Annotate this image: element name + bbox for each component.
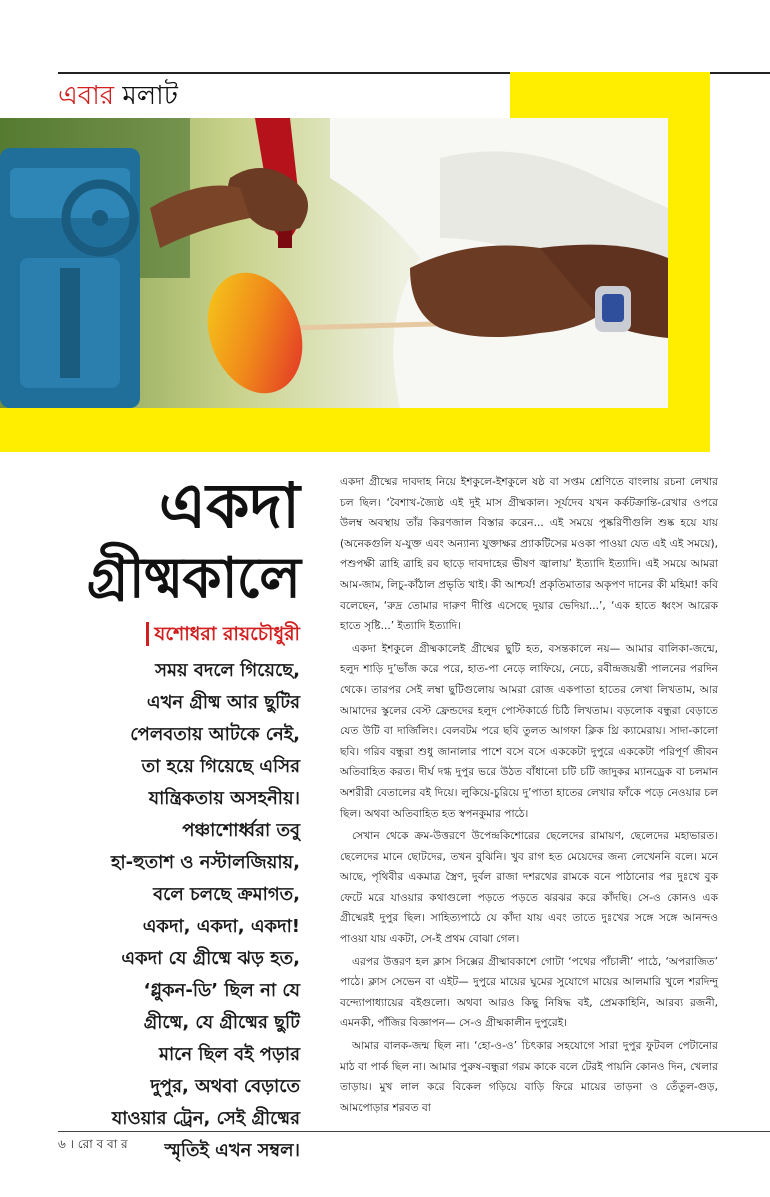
pull-quote-line: একদা যে গ্রীষ্মে ঝড় হত, <box>121 948 300 969</box>
pull-quote-line: যান্ত্রিকতায় অসহনীয়। <box>148 788 300 809</box>
folio-separator: । <box>69 1137 74 1151</box>
pull-quote-line: পঞ্চাশোর্ধ্বরা তবু <box>182 820 300 841</box>
pull-quote-line: হা-হুতাশ ও নস্টালজিয়ায়, <box>110 852 300 873</box>
pull-quote-line: মানে ছিল বই পড়ার <box>158 1044 300 1065</box>
article-author: যশোধরা রায়চৌধুরী <box>154 623 300 645</box>
author-accent-bar <box>146 622 149 646</box>
header-yellow-tab <box>510 72 710 122</box>
article-body <box>340 472 718 1120</box>
pull-quote-line: যাওয়ার ট্রেন, সেই গ্রীষ্মের <box>111 1108 300 1129</box>
page-folio <box>58 1136 128 1156</box>
section-label <box>58 80 178 112</box>
page-number: ৬ <box>58 1137 66 1151</box>
pull-quote-line: পেলবতায় আটকে নেই, <box>130 724 300 745</box>
body-paragraph: একদা ইশকুলে গ্রীষ্মকালেই গ্রীষ্মের ছুটি হত, বসন্তকালে নয়— আমার বালিকা-জন্মে, হলুদ শাড়ি দু’ভাঁজ করে পরে, হাত-পা নেড়ে লাফিয়ে, নেচে, রবীন্দ্রজয়ন্তী পালনের পরদিন থেকে। তারপর সেই লম্বা ছুটিগুলোয় আমরা রোজ একপাতা হাতের লেখা লিখতাম, আর আমাদের স্কুলের বেস্ট ফ্রেন্ডদের হলুদ পোস্টকার্ডে চিঠি লিখতাম। বড়লোক বন্ধুরা বেড়াতে যেত উটি বা দার্জিলিং। বেলবটম পরে ছবি তুলত আগফা ক্লিক থ্রি ক্যামেরায়। সাদা-কালো ছবি। গরিব বন্ধুরা শুধু জানালার পাশে বসে বসে এককেটা দুপুরে এককেটা পরিপূর্ণ জীবন অতিবাহিত করত। দীর্ঘ দগ্ধ দুপুর ভরে উঠত বাঁধানো চটি চটি জাদুকর ম্যানড্রেক বা চলমান অশরীরী বেতালের বই দিয়ে। লুকিয়ে-চুরিয়ে দু’পাতা হাতের লেখার ফাঁকে পড়ে নেওয়ার চল ছিল। অথবা অতিবাহিত হত স্বপনকুমার পাঠে। <box>340 642 718 820</box>
headline-line-1: একদা <box>158 469 300 542</box>
pull-quote <box>0 655 300 1167</box>
article-headline <box>87 470 300 614</box>
pull-quote-line: গ্রীষ্মে, যে গ্রীষ্মের ছুটি <box>143 1012 300 1033</box>
body-paragraph: আমার বালক-জন্ম ছিল না। ‘হো-ও-ও’ চিৎকার সহযোগে সারা দুপুর ফুটবল পেটানোর মাঠ বা পার্ক ছিল না। আমার পুরুষ-বন্ধুরা গরম কাকে বলে টেরই পায়নি কোনও দিন, খেলার তাড়ায়। মুখ লাল করে বিকেল গড়িয়ে বাড়ি ফিরে মায়ের তাড়না ও তেঁতুল-গুড়, আমপোড়ার শরবত বা <box>340 1040 718 1114</box>
body-paragraph: সেখান থেকে ক্রম-উত্তরণে উপেন্দ্রকিশোরের ছেলেদের রামায়ণ, ছেলেদের মহাভারত। ছেলেদের মানে ছোটদের, তখন বুঝিনি। খুব রাগ হত মেয়েদের জন্য লেখেননি বলে। মনে আছে, পৃথিবীর একমাত্র স্ত্রৈণ, দুর্বল রাজা দশরথের রামকে বনে পাঠানোর পর দুঃখে বুক ফেটে মরে যাওয়ার কথাগুলো পড়তে পড়তে ঝরঝর করে কাঁদছি। সে-ও কোনও এক গ্রীষ্মেরই দুপুর ছিল। সাহিত্যপাঠে যে কাঁদা যায় এবং তাতে দুঃখের সঙ্গে সঙ্গে আনন্দও পাওয়া যায় একটা, সে-ই প্রথম বোঝা গেল। <box>340 830 718 946</box>
magazine-name: রো ব বা র <box>77 1137 128 1151</box>
pull-quote-line: সময় বদলে গিয়েছে, <box>155 660 300 681</box>
pull-quote-line: দুপুর, অথবা বেড়াতে <box>150 1076 300 1097</box>
body-paragraph: এরপর উত্তরণ হল ক্লাস সিক্সের গ্রীষ্মাবকাশে গোটা ‘পথের পাঁচালী’ পাঠে, ‘অপরাজিত’ পাঠে। ক্লাস সেভেন বা এইট— দুপুরে মায়ের ঘুমের সুযোগে মায়ের আলমারি খুলে শরদিন্দু বন্দ্যোপাধ্যায়ের বইগুলো। অথবা আরও কিছু নিষিদ্ধ বই, প্রেমকাহিনি, আরব্য রজনী, এমনকী, পাঁজির বিজ্ঞাপন— সে-ও গ্রীষ্মকালীন দুপুরেই। <box>340 955 718 1030</box>
pull-quote-line: স্মৃতিই এখন সম্বল। <box>164 1140 300 1161</box>
pull-quote-line: ‘গ্লুকন-ডি’ ছিল না যে <box>143 980 300 1001</box>
pull-quote-line: এখন গ্রীষ্ম আর ছুটির <box>146 692 300 713</box>
pull-quote-line: বলে চলছে ক্রমাগত, <box>153 884 300 905</box>
section-label-rest: মলাট <box>122 81 178 111</box>
body-paragraph: একদা গ্রীষ্মের দাবদাহ নিয়ে ইশকুলে-ইশকুলে ষষ্ঠ বা সপ্তম শ্রেণিতে বাংলায় রচনা লেখার চল ছিল। ‘বৈশাখ-জ্যৈষ্ঠ এই দুই মাস গ্রীষ্মকাল। সূর্যদেব যখন কর্কটক্রান্তি-রেখার ওপরে উলম্ব অবস্থায় তাঁর কিরণজাল বিস্তার করেন... এই সময়ে পুষ্করিণীগুলি শুষ্ক হয়ে যায় (অনেকগুলি য-যুক্ত এবং অন্যান্য যুক্তাক্ষর প্র্যাকটিসের মওকা পাওয়া যেত এই এই সময়ে), পশুপক্ষী ত্রাহি ত্রাহি রব ছাড়ে দাবদাহের ভীষণ জ্বালায়’ ইত্যাদি ইত্যাদি। এই সময়ে আমরা আম-জাম, লিচু-কাঁঠাল প্রভৃতি খাই। কী আশ্চর্য! প্রকৃতিমাতার অকৃপণ দানের কী মহিমা! কবি বলেছেন, ‘রুদ্র তোমার দারুণ দীপ্তি এসেছে দুয়ার ভেদিয়া...’, ‘এক হাতে ধ্বংস আরেক হাতে সৃষ্টি...’ ইত্যাদি ইত্যাদি। <box>340 476 718 633</box>
bottom-rule <box>58 1131 770 1132</box>
headline-line-2: গ্রীষ্মকালে <box>86 545 300 611</box>
pull-quote-line: একদা, একদা, একদা! <box>142 916 300 937</box>
pull-quote-line: তা হয়ে গিয়েছে এসির <box>141 756 300 777</box>
section-label-accent: এবার <box>58 81 115 111</box>
cover-photo-ice-gola <box>0 118 668 408</box>
